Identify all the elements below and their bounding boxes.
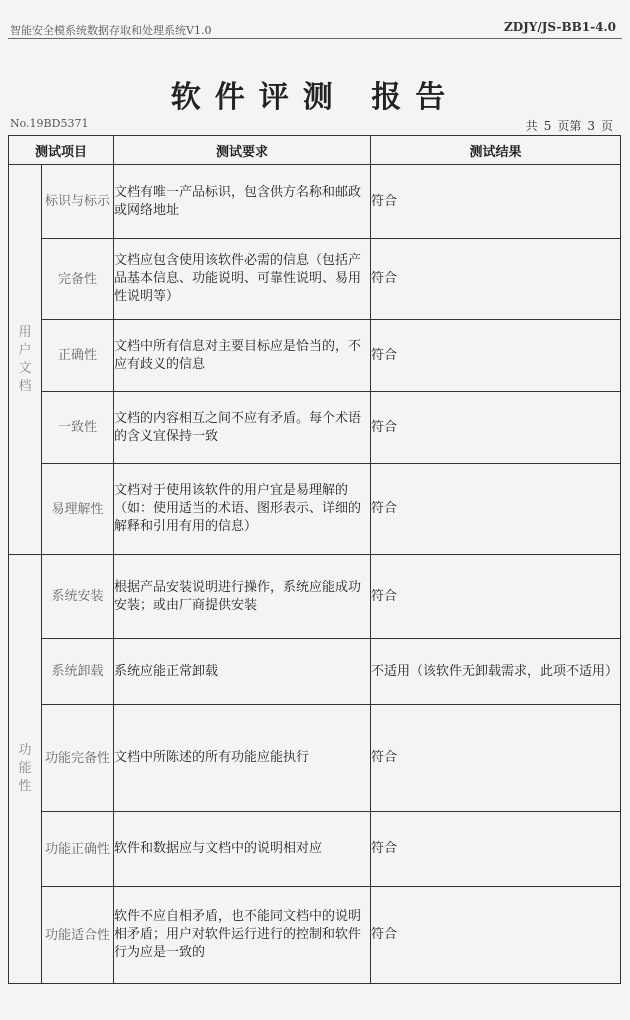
table-row [9, 392, 621, 464]
result-text: 符合 [371, 464, 621, 555]
requirement-text: 文档对于使用该软件的用户宜是易理解的（如：使用适当的术语、图形表示、详细的解释和引用有用的信息） [114, 464, 371, 555]
page-current-label: 页第 [557, 119, 582, 133]
category-functionality: 功能性 [9, 555, 42, 984]
header-system-name: 智能安全模系统数据存取和处理系统V1.0 [10, 24, 212, 37]
page-suffix: 页 [600, 119, 613, 133]
item-label: 功能正确性 [42, 812, 114, 887]
result-text: 符合 [371, 239, 621, 320]
requirement-text: 系统应能正常卸载 [114, 639, 371, 705]
item-label: 功能适合性 [42, 887, 114, 984]
table-row [9, 239, 621, 320]
requirement-text: 软件和数据应与文档中的说明相对应 [114, 812, 371, 887]
table-row [9, 464, 621, 555]
header-divider [8, 38, 622, 39]
requirement-text: 文档应包含使用该软件必需的信息（包括产品基本信息、功能说明、可靠性说明、易用性说明等） [114, 239, 371, 320]
item-label: 一致性 [42, 392, 114, 464]
report-title: 软件评测 报告 [170, 80, 460, 115]
header-test-item: 测试项目 [9, 136, 114, 165]
requirement-text: 软件不应自相矛盾，也不能同文档中的说明相矛盾；用户对软件运行进行的控制和软件行为应是一致的 [114, 887, 371, 984]
requirement-text: 文档的内容相互之间不应有矛盾。每个术语的含义宜保持一致 [114, 392, 371, 464]
result-text: 符合 [371, 555, 621, 639]
requirement-text: 文档中所有信息对主要目标应是恰当的，不应有歧义的信息 [114, 320, 371, 392]
item-label: 正确性 [42, 320, 114, 392]
table-row [9, 705, 621, 812]
table-row [9, 165, 621, 239]
item-label: 易理解性 [42, 464, 114, 555]
header-test-result: 测试结果 [371, 136, 621, 165]
item-label: 系统安装 [42, 555, 114, 639]
result-text: 符合 [371, 705, 621, 812]
table-row [9, 812, 621, 887]
page-total-label: 共 [525, 119, 538, 133]
page-total: 5 [543, 119, 552, 133]
item-label: 系统卸载 [42, 639, 114, 705]
requirement-text: 文档有唯一产品标识，包含供方名称和邮政或网络地址 [114, 165, 371, 239]
result-text: 符合 [371, 392, 621, 464]
result-text: 符合 [371, 165, 621, 239]
page-info [523, 117, 616, 134]
table-row [9, 639, 621, 705]
evaluation-table [8, 135, 621, 984]
requirement-text: 文档中所陈述的所有功能应能执行 [114, 705, 371, 812]
table-header-row [9, 136, 621, 165]
result-text: 不适用（该软件无卸载需求，此项不适用） [371, 639, 621, 705]
category-user-docs: 用户文档 [9, 165, 42, 555]
table-row [9, 320, 621, 392]
table-row [9, 887, 621, 984]
table-row [9, 555, 621, 639]
requirement-text: 根据产品安装说明进行操作，系统应能成功安装；或由厂商提供安装 [114, 555, 371, 639]
header-test-requirement: 测试要求 [114, 136, 371, 165]
item-label: 标识与标示 [42, 165, 114, 239]
item-label: 功能完备性 [42, 705, 114, 812]
item-label: 完备性 [42, 239, 114, 320]
document-number: No.19BD5371 [10, 117, 89, 130]
page-current: 3 [587, 119, 595, 133]
result-text: 符合 [371, 320, 621, 392]
header-doc-code: ZDJY/JS-BB1-4.0 [503, 20, 616, 34]
result-text: 符合 [371, 812, 621, 887]
result-text: 符合 [371, 887, 621, 984]
